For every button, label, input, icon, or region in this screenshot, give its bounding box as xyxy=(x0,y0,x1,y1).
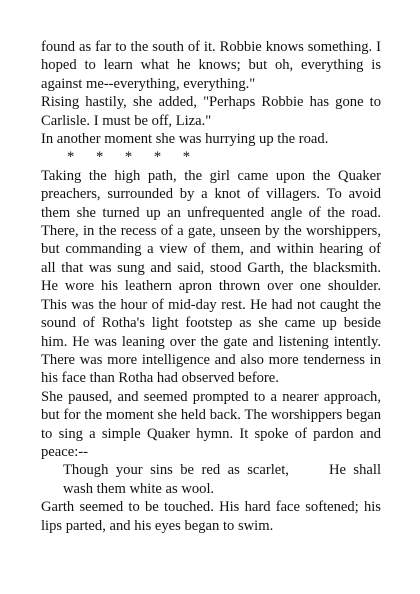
hymn-verse xyxy=(41,461,381,498)
section-break-asterisks: * * * * * xyxy=(67,149,191,166)
paragraph-robbie-knows: found as far to the south of it. Robbie knows something. I hoped to learn what he knows; but oh, everything is against me--everything, everything." xyxy=(41,39,381,92)
paragraph-she-paused: She paused, and seemed prompted to a nearer approach, but for the moment she held back. The worshippers began to sing a simple Quaker hymn. It spoke of pardon and peace:-- xyxy=(41,388,381,460)
paragraph-rising-hastily: Rising hastily, she added, "Perhaps Robbie has gone to Carlisle. I must be off, Liza." xyxy=(41,94,381,129)
paragraph-hurrying-up-road: In another moment she was hurrying up the road. xyxy=(41,131,329,148)
hymn-verse-line-1: Though your sins be red as scarlet, xyxy=(63,462,289,479)
paragraph-quaker-preachers: Taking the high path, the girl came upon the Quaker preachers, surrounded by a knot of villagers. To avoid them she turned up an unfrequented angle of the road. There, in the recess of a gate, unseen by the worshippers, but commanding a view of them, and within hearing of all that was sung and said, stood Garth, the blacksmith. He wore his leathern apron thrown over one shoulder. This was the hour of mid-day rest. He had not caught the sound of Rotha's light footstep as she came up beside him. He was leaning over the gate and listening intently. There was more intelligence and also more tenderness in his face than Rotha had observed before. xyxy=(41,167,381,387)
hymn-verse-line-2: He shall wash them white as wool. xyxy=(63,462,381,497)
document-page xyxy=(41,38,381,535)
paragraph-garth-touched: Garth seemed to be touched. His hard face softened; his lips parted, and his eyes began to swim. xyxy=(41,499,381,534)
